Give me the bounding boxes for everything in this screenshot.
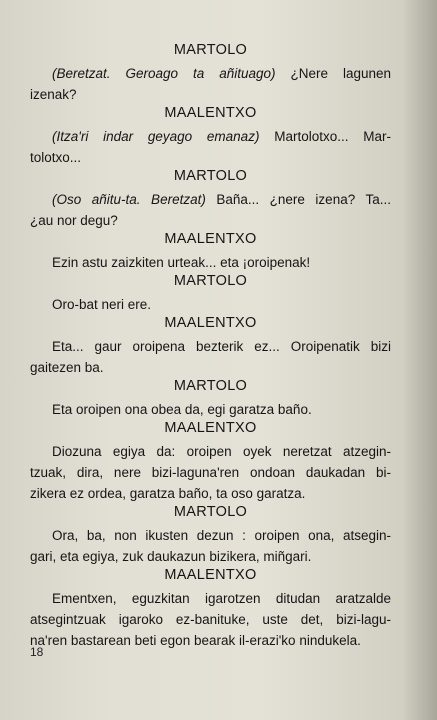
page-number: 18 xyxy=(30,645,44,659)
dialogue-line: izenak? xyxy=(30,87,77,102)
dialogue-line: Eta oroipen ona obea da, egi garatza baño. xyxy=(52,402,312,417)
dialogue-line: Oro-bat neri ere. xyxy=(52,297,152,312)
speaker-name: MAALENTXO xyxy=(164,231,257,247)
stage-direction: (Oso añitu-ta. Beretzat) xyxy=(52,192,206,207)
speaker-name: MARTOLO xyxy=(173,273,248,289)
spoken-text: ¿Nere lagunen xyxy=(275,66,391,81)
speaker-name: MAALENTXO xyxy=(164,315,257,331)
dialogue-line: gari, eta egiya, zuk daukazun bizikera, miñgari. xyxy=(30,549,312,564)
dialogue-line: zikera ez ordea, garatza baño, ta oso garatza. xyxy=(30,486,306,501)
dialogue-line xyxy=(30,63,391,84)
speaker-name: MARTOLO xyxy=(173,168,248,184)
stage-direction: (Itza'ri indar geyago emanaz) xyxy=(52,129,260,144)
dialogue-line: na'ren bastarean beti egon bearak il-erazi'ko nindukela. xyxy=(30,633,361,648)
spoken-text: Martolotxo... Mar- xyxy=(259,129,391,144)
dialogue-line xyxy=(30,189,391,210)
dialogue-text xyxy=(30,42,391,651)
dialogue-line: tolotxo... xyxy=(30,150,82,165)
dialogue-line: Ementxen, eguzkitan igarotzen ditudan aratzalde xyxy=(52,591,391,606)
dialogue-line xyxy=(30,126,391,147)
dialogue-line: Diozuna egiya da: oroipen oyek neretzat atzegin- xyxy=(52,444,391,459)
dialogue-line: ¿au nor degu? xyxy=(30,213,118,228)
dialogue-line: Ora, ba, non ikusten dezun : oroipen ona, atsegin- xyxy=(52,528,391,543)
dialogue-line: gaitezen ba. xyxy=(30,360,104,375)
dialogue-line: tzuak, dira, nere bizi-laguna'ren ondoan daukadan bi- xyxy=(30,465,391,480)
dialogue-line: Eta... gaur oroipena bezterik ez... Oroipenatik bizi xyxy=(52,339,391,354)
speaker-name: MAALENTXO xyxy=(164,105,257,121)
speaker-name: MARTOLO xyxy=(173,504,248,520)
stage-direction: (Beretzat. Geroago ta añituago) xyxy=(52,66,276,81)
dialogue-line: Ezin astu zaizkiten urteak... eta ¡oroipenak! xyxy=(52,255,311,270)
speaker-name: MAALENTXO xyxy=(164,567,257,583)
speaker-name: MARTOLO xyxy=(173,42,248,58)
dialogue-line: atsegintzuak igaroko ez-banituke, uste det, bizi-lagu- xyxy=(30,612,391,627)
spoken-text: Baña... ¿nere izena? Ta... xyxy=(205,192,391,207)
speaker-name: MARTOLO xyxy=(173,378,248,394)
speaker-name: MAALENTXO xyxy=(164,420,257,436)
